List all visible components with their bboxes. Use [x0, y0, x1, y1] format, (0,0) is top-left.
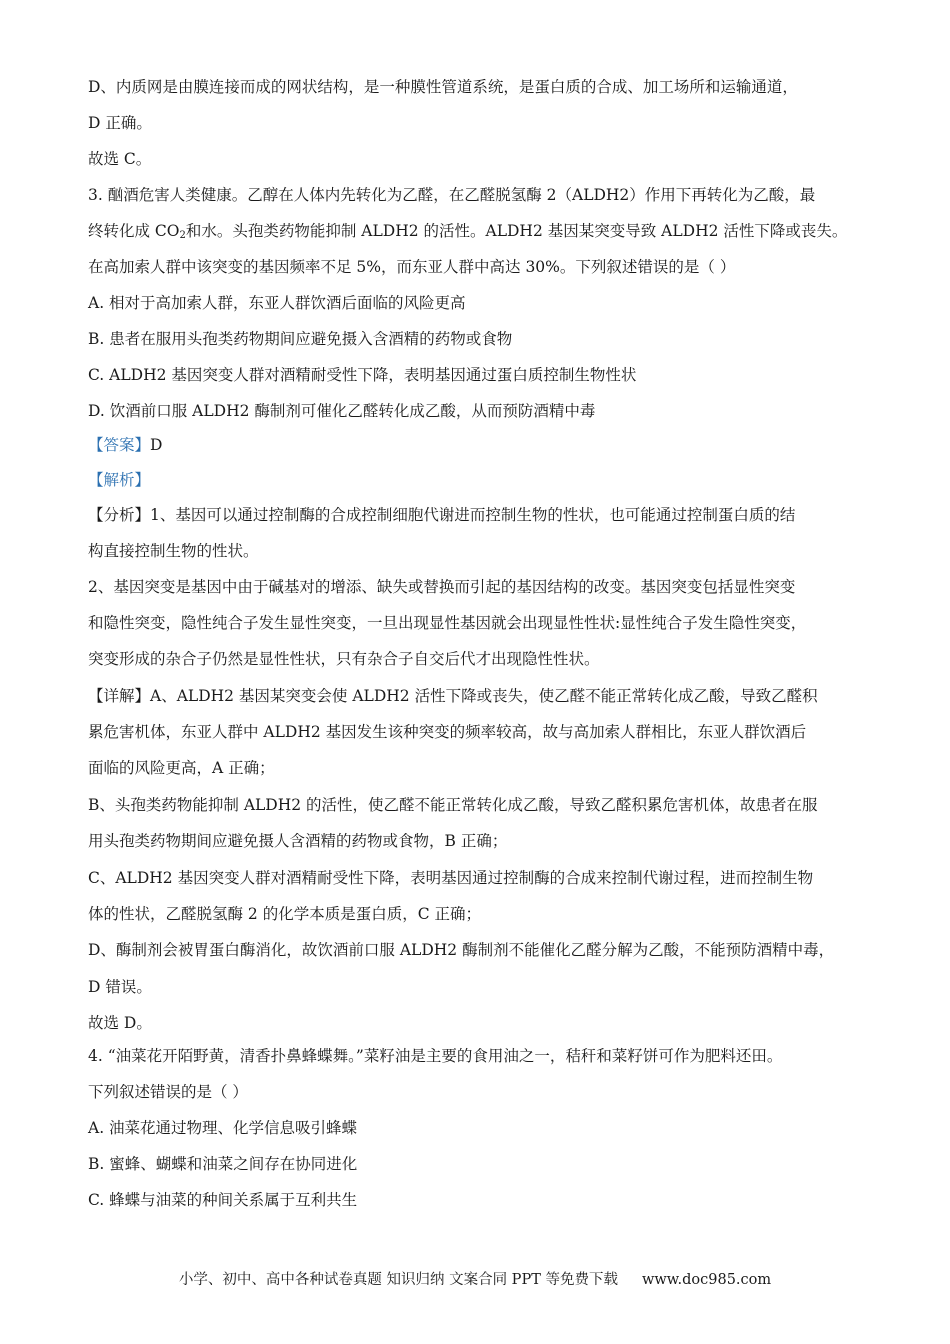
text-line: D 正确。 [88, 114, 152, 132]
xiangjie-line [88, 686, 818, 706]
fenxi-tag: 【分析】 [88, 506, 151, 524]
fenxi-text: 1、基因可以通过控制酶的合成控制细胞代谢进而控制生物的性状，也可能通过控制蛋白质的结 [150, 506, 796, 524]
xiangjie-tag: 【详解】 [88, 687, 151, 705]
option-c: C. 蜂蝶与油菜的种间关系属于互利共生 [88, 1191, 358, 1209]
fenxi-line [88, 505, 795, 525]
text-line: 累危害机体，东亚人群中 ALDH2 基因发生该种突变的频率较高，故与高加索人群相比，东亚人群饮酒后 [88, 723, 807, 741]
text-line: D 错误。 [88, 978, 152, 996]
text-line: D、内质网是由膜连接而成的网状结构，是一种膜性管道系统，是蛋白质的合成、加工场所和运输通道， [88, 78, 798, 96]
question-4-stem: 4. “油菜花开陌野黄，清香扑鼻蜂蝶舞。”菜籽油是主要的食用油之一，秸秆和菜籽饼可作为肥料还田。 [88, 1047, 783, 1065]
co2-subscript: 2 [179, 230, 186, 241]
text-line: B、头孢类药物能抑制 ALDH2 的活性，使乙醛不能正常转化成乙酸，导致乙醛积累危害机体，故患者在服 [88, 796, 818, 814]
text-line: 下列叙述错误的是（ ） [88, 1083, 248, 1101]
option-d: D. 饮酒前口服 ALDH2 酶制剂可催化乙醛转化成乙酸，从而预防酒精中毒 [88, 402, 596, 420]
answer-line [88, 435, 162, 455]
analysis-tag: 【解析】 [88, 471, 151, 489]
option-b: B. 患者在服用头孢类药物期间应避免摄入含酒精的药物或食物 [88, 330, 513, 348]
footer-url[interactable]: www.doc985.com [641, 1272, 772, 1288]
text-line: D、酶制剂会被胃蛋白酶消化，故饮酒前口服 ALDH2 酶制剂不能催化乙醛分解为乙酸，不能预防酒精中毒， [88, 941, 835, 959]
text-line: 体的性状，乙醛脱氢酶 2 的化学本质是蛋白质，C 正确； [88, 905, 482, 923]
option-a: A. 油菜花通过物理、化学信息吸引蜂蝶 [88, 1119, 358, 1137]
text-line: 2、基因突变是基因中由于碱基对的增添、缺失或替换而引起的基因结构的改变。基因突变包括显性突变 [88, 578, 796, 596]
text-line [88, 221, 847, 241]
text-line: C、ALDH2 基因突变人群对酒精耐受性下降，表明基因通过控制酶的合成来控制代谢过程，进而控制生物 [88, 869, 814, 887]
option-a: A. 相对于高加索人群，东亚人群饮酒后面临的风险更高 [88, 294, 466, 312]
page-footer [0, 1270, 950, 1290]
option-b: B. 蜜蜂、蝴蝶和油菜之间存在协同进化 [88, 1155, 358, 1173]
text-line: 和隐性突变，隐性纯合子发生显性突变，一旦出现显性基因就会出现显性性状:显性纯合子发生隐性突变， [88, 614, 807, 632]
answer-value: D [150, 436, 163, 454]
text-line: 故选 D。 [88, 1014, 152, 1032]
text-line: 故选 C。 [88, 150, 152, 168]
analysis-heading [88, 470, 150, 490]
text-line: 突变形成的杂合子仍然是显性性状，只有杂合子自交后代才出现隐性性状。 [88, 650, 600, 668]
xiangjie-text: A、ALDH2 基因某突变会使 ALDH2 活性下降或丧失，使乙醛不能正常转化成乙酸，导致乙醛积 [150, 687, 818, 705]
co2-prefix: 终转化成 CO [88, 222, 180, 240]
question-3-stem: 3. 酗酒危害人类健康。乙醇在人体内先转化为乙醛，在乙醛脱氢酶 2（ALDH2）作用下再转化为乙酸，最 [88, 186, 816, 204]
text-line: 用头孢类药物期间应避免摄人含酒精的药物或食物，B 正确； [88, 832, 508, 850]
option-c: C. ALDH2 基因突变人群对酒精耐受性下降，表明基因通过蛋白质控制生物性状 [88, 366, 637, 384]
answer-tag: 【答案】 [88, 436, 151, 454]
text-line: 构直接控制生物的性状。 [88, 542, 259, 560]
co2-suffix: 和水。头孢类药物能抑制 ALDH2 的活性。ALDH2 基因某突变导致 ALDH2 活性下降或丧失。 [185, 222, 848, 240]
text-line: 面临的风险更高，A 正确； [88, 759, 275, 777]
footer-text: 小学、初中、高中各种试卷真题 知识归纳 文案合同 PPT 等免费下载 [178, 1272, 618, 1288]
text-line: 在高加索人群中该突变的基因频率不足 5%，而东亚人群中高达 30%。下列叙述错误的是（ ） [88, 258, 736, 276]
